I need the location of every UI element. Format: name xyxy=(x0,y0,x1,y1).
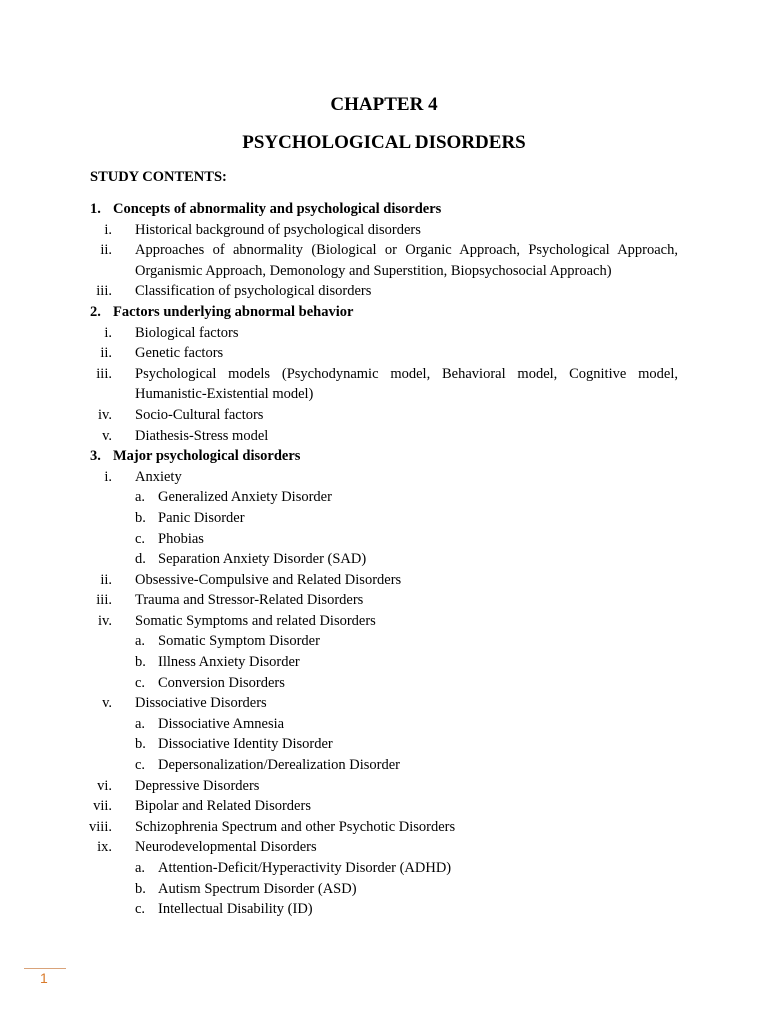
list-item-number: iii. xyxy=(96,365,112,382)
list-item-text: Diathesis-Stress model xyxy=(135,427,269,444)
list-item-text: Anxiety xyxy=(135,468,182,485)
list-item xyxy=(0,837,768,858)
sub-list-item xyxy=(0,652,768,673)
sub-list-item-number: b. xyxy=(135,736,146,753)
sub-list-item-number: c. xyxy=(135,757,146,774)
list-item xyxy=(0,343,768,364)
list-item xyxy=(0,426,768,447)
section-heading-text: Concepts of abnormality and psychological disorders xyxy=(113,201,442,217)
sub-list-item-number: a. xyxy=(135,633,146,650)
sub-list-item xyxy=(0,673,768,694)
list-item xyxy=(0,281,768,302)
sub-list-item xyxy=(0,734,768,755)
table-of-contents xyxy=(0,199,768,920)
list-item xyxy=(0,693,768,714)
section-heading-text: Major psychological disorders xyxy=(113,448,301,465)
list-item xyxy=(0,364,768,405)
list-item-text: Bipolar and Related Disorders xyxy=(135,798,311,815)
sub-list-item xyxy=(0,549,768,570)
list-item-text: Dissociative Disorders xyxy=(135,695,267,712)
sub-list-item-number: a. xyxy=(135,715,146,732)
section-heading-number: 1. xyxy=(90,201,101,217)
list-item xyxy=(0,220,768,241)
page-title: PSYCHOLOGICAL DISORDERS xyxy=(242,132,526,153)
section-heading-number: 2. xyxy=(90,303,101,320)
list-item xyxy=(0,590,768,611)
study-contents-heading: STUDY CONTENTS: xyxy=(90,169,227,185)
sub-list-item-text: Intellectual Disability (ID) xyxy=(158,901,313,918)
list-item-number: ii. xyxy=(100,242,112,259)
sub-list-item-text: Phobias xyxy=(158,530,204,547)
list-item-text: Biological factors xyxy=(135,324,239,341)
list-item-text: Approaches of abnormality (Biological or Organic Approach, Psychological Approach, Organismic Approach, Demonology and Superstition, Biopsychosocial Approach) xyxy=(135,242,678,279)
footer-rule xyxy=(24,968,66,969)
list-item-number: ii. xyxy=(100,571,112,588)
list-item xyxy=(0,323,768,344)
list-item-text: Depressive Disorders xyxy=(135,777,260,794)
sub-list-item-text: Somatic Symptom Disorder xyxy=(158,633,320,650)
list-item-number: v. xyxy=(102,427,112,444)
list-item-number: iv. xyxy=(98,406,112,423)
sub-list-item xyxy=(0,879,768,900)
sub-list-item-text: Separation Anxiety Disorder (SAD) xyxy=(158,551,367,568)
list-item xyxy=(0,611,768,632)
sub-list-item-text: Attention-Deficit/Hyperactivity Disorder (ADHD) xyxy=(158,860,452,876)
sub-list-item xyxy=(0,487,768,508)
list-item-number: i. xyxy=(104,468,112,485)
sub-list-item-text: Illness Anxiety Disorder xyxy=(158,654,300,671)
list-item-number: iii. xyxy=(96,283,112,300)
list-item-number: ii. xyxy=(100,345,112,362)
sub-list-item-text: Autism Spectrum Disorder (ASD) xyxy=(158,880,357,897)
sub-list-item-number: b. xyxy=(135,509,146,526)
sub-list-item-text: Dissociative Amnesia xyxy=(158,715,285,732)
list-item-number: v. xyxy=(102,695,112,712)
section-heading-text: Factors underlying abnormal behavior xyxy=(113,303,354,320)
sub-list-item-text: Panic Disorder xyxy=(158,509,245,526)
list-item-text: Genetic factors xyxy=(135,345,224,362)
sub-list-item-number: b. xyxy=(135,654,146,671)
list-item-text: Obsessive-Compulsive and Related Disorders xyxy=(135,571,402,588)
sub-list-item-number: b. xyxy=(135,880,146,897)
list-item-number: vii. xyxy=(93,798,112,815)
list-item-text: Neurodevelopmental Disorders xyxy=(135,839,317,856)
chapter-heading: CHAPTER 4 xyxy=(330,94,438,115)
list-item-number: ix. xyxy=(97,839,112,856)
list-item-number: iv. xyxy=(98,612,112,629)
sub-list-item-text: Conversion Disorders xyxy=(158,674,285,691)
list-item-text: Socio-Cultural factors xyxy=(135,406,264,423)
sub-list-item-number: a. xyxy=(135,860,146,876)
sub-list-item xyxy=(0,755,768,776)
section-heading xyxy=(0,302,768,323)
sub-list-item xyxy=(0,631,768,652)
sub-list-item-number: c. xyxy=(135,901,146,918)
list-item xyxy=(0,467,768,488)
list-item-number: iii. xyxy=(96,592,112,609)
list-item-text: Trauma and Stressor-Related Disorders xyxy=(135,592,364,609)
sub-list-item-number: d. xyxy=(135,551,146,568)
sub-list-item-number: c. xyxy=(135,674,146,691)
sub-list-item xyxy=(0,508,768,529)
sub-list-item-number: a. xyxy=(135,489,146,506)
list-item-text: Somatic Symptoms and related Disorders xyxy=(135,612,376,629)
list-item-number: vi. xyxy=(97,777,112,794)
sub-list-item-text: Generalized Anxiety Disorder xyxy=(158,489,332,506)
list-item-text: Classification of psychological disorders xyxy=(135,283,372,300)
section-heading-number: 3. xyxy=(90,448,101,465)
page-number: 1 xyxy=(40,970,48,986)
sub-list-item xyxy=(0,714,768,735)
list-item-number: i. xyxy=(104,221,112,238)
list-item xyxy=(0,570,768,591)
list-item-number: i. xyxy=(104,324,112,341)
list-item xyxy=(0,240,768,281)
sub-list-item xyxy=(0,899,768,920)
sub-list-item-text: Dissociative Identity Disorder xyxy=(158,736,333,753)
list-item xyxy=(0,405,768,426)
sub-list-item xyxy=(0,858,768,879)
list-item-text: Psychological models (Psychodynamic model, Behavioral model, Cognitive model, Humanistic-Existential model) xyxy=(135,365,678,403)
list-item-number: viii. xyxy=(89,818,112,835)
section-heading xyxy=(0,446,768,467)
list-item xyxy=(0,817,768,838)
sub-list-item-text: Depersonalization/Derealization Disorder xyxy=(158,757,400,774)
list-item-text: Historical background of psychological disorders xyxy=(135,221,421,238)
sub-list-item-number: c. xyxy=(135,530,146,547)
list-item xyxy=(0,776,768,797)
sub-list-item xyxy=(0,529,768,550)
section-heading xyxy=(0,199,768,220)
list-item-text: Schizophrenia Spectrum and other Psychotic Disorders xyxy=(135,818,456,835)
list-item xyxy=(0,796,768,817)
